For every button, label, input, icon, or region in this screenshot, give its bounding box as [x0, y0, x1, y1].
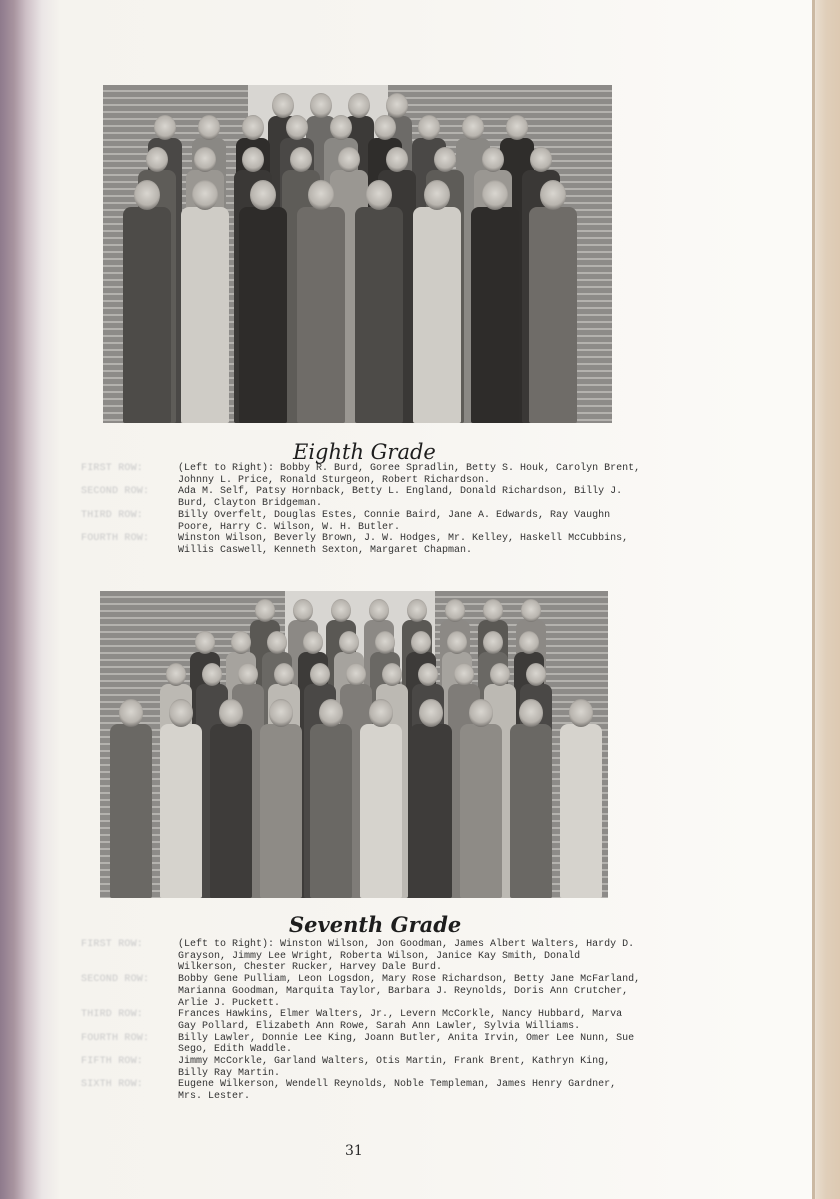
student-head: [255, 599, 275, 622]
row-names: Eugene Wilkerson, Wendell Reynolds, Noble Templeman, James Henry Gardner, Mrs. Lester.: [178, 1079, 617, 1103]
seventh-grade-photo: [100, 591, 608, 898]
student-body: [355, 207, 403, 423]
caption-row: [81, 1009, 641, 1032]
student-head: [521, 599, 541, 622]
student-head: [540, 180, 566, 210]
student-head: [462, 115, 484, 140]
student-head: [134, 180, 160, 210]
student-head: [369, 599, 389, 622]
student-head: [366, 180, 392, 210]
caption-row: [81, 533, 641, 556]
caption-row: [81, 510, 641, 533]
student-head: [195, 631, 215, 654]
student-head: [424, 180, 450, 210]
student-figure: [123, 180, 171, 423]
row-names: Ada M. Self, Patsy Hornback, Betty L. England, Donald Richardson, Billy J. Burd, Clayton Bridgeman.: [178, 486, 623, 510]
row-label: FIFTH ROW:: [81, 1056, 144, 1068]
student-head: [286, 115, 308, 140]
student-body: [181, 207, 229, 423]
student-figure: [260, 699, 302, 898]
student-head: [526, 663, 546, 686]
caption-row: [81, 463, 641, 486]
section-title-eighth-grade: Eighth Grade: [293, 440, 436, 464]
row-names: Bobby Gene Pulliam, Leon Logsdon, Mary Rose Richardson, Betty Jane McFarland, Marianna Goodman, Marquita Taylor, Barbara J. Reynolds, Doris Ann Crutcher, Arlie J. Puckett.: [178, 974, 641, 1009]
student-body: [210, 724, 252, 898]
student-body: [310, 724, 352, 898]
student-body: [471, 207, 519, 423]
student-head: [238, 663, 258, 686]
student-figure: [297, 180, 345, 423]
row-label: FIRST ROW:: [81, 463, 144, 474]
students-group: [100, 591, 608, 898]
student-head: [411, 631, 431, 654]
student-head: [445, 599, 465, 622]
student-figure: [471, 180, 519, 423]
student-body: [410, 724, 452, 898]
row-label: THIRD ROW:: [81, 509, 144, 521]
student-head: [119, 699, 143, 727]
student-head: [194, 147, 216, 172]
student-figure: [239, 180, 287, 423]
student-body: [160, 724, 202, 898]
student-head: [310, 663, 330, 686]
student-head: [267, 631, 287, 654]
student-head: [331, 599, 351, 622]
student-body: [360, 724, 402, 898]
student-head: [242, 147, 264, 172]
row-label: SECOND ROW:: [81, 486, 150, 498]
student-head: [346, 663, 366, 686]
row-label: FIRST ROW:: [81, 939, 144, 950]
student-body: [239, 207, 287, 423]
student-head: [250, 180, 276, 210]
student-head: [469, 699, 493, 727]
student-figure: [510, 699, 552, 898]
student-head: [330, 115, 352, 140]
student-head: [169, 699, 193, 727]
student-body: [510, 724, 552, 898]
student-head: [519, 699, 543, 727]
student-head: [308, 180, 334, 210]
student-figure: [210, 699, 252, 898]
seventh-grade-caption: [81, 939, 641, 1103]
row-names: Frances Hawkins, Elmer Walters, Jr., Levern McCorkle, Nancy Hubbard, Marva Gay Pollard, Elizabeth Ann Rowe, Sarah Ann Lawler, Sylvia Williams.: [178, 1009, 623, 1032]
row-label: FOURTH ROW:: [81, 533, 150, 545]
student-figure: [410, 699, 452, 898]
row-names: (Left to Right): Bobby R. Burd, Goree Spradlin, Betty S. Houk, Carolyn Brent, Johnny L. Price, Ronald Sturgeon, Robert Richardson.: [178, 463, 641, 486]
students-group: [103, 85, 612, 423]
row-names: (Left to Right): Winston Wilson, Jon Goodman, James Albert Walters, Hardy D. Grayson, Jimmy Lee Wright, Roberta Wilson, Janice Kay Smith, Donald Wilkerson, Chester Rucker, Harvey Dale Burd.: [178, 939, 635, 974]
student-head: [242, 115, 264, 140]
student-head: [219, 699, 243, 727]
student-head: [447, 631, 467, 654]
student-head: [419, 699, 443, 727]
student-head: [154, 115, 176, 140]
student-head: [198, 115, 220, 140]
student-head: [319, 699, 343, 727]
student-body: [413, 207, 461, 423]
student-head: [386, 147, 408, 172]
eighth-grade-photo: [103, 85, 612, 423]
student-head: [407, 599, 427, 622]
student-body: [529, 207, 577, 423]
student-head: [369, 699, 393, 727]
student-body: [297, 207, 345, 423]
row-names: Billy Lawler, Donnie Lee King, Joann Butler, Anita Irvin, Omer Lee Nunn, Sue Sego, Edith Waddle.: [178, 1032, 635, 1056]
student-head: [434, 147, 456, 172]
student-head: [418, 663, 438, 686]
student-figure: [460, 699, 502, 898]
student-head: [269, 699, 293, 727]
student-body: [110, 724, 152, 898]
student-figure: [310, 699, 352, 898]
student-head: [483, 631, 503, 654]
student-head: [374, 115, 396, 140]
student-figure: [355, 180, 403, 423]
student-figure: [160, 699, 202, 898]
row-names: Winston Wilson, Beverly Brown, J. W. Hodges, Mr. Kelley, Haskell McCubbins, Willis Caswell, Kenneth Sexton, Margaret Chapman.: [178, 533, 629, 556]
student-head: [506, 115, 528, 140]
student-body: [560, 724, 602, 898]
student-head: [303, 631, 323, 654]
page-number: 31: [345, 1143, 363, 1159]
student-head: [418, 115, 440, 140]
row-label: SIXTH ROW:: [81, 1079, 144, 1091]
caption-row: [81, 939, 641, 974]
student-body: [260, 724, 302, 898]
row-label: FOURTH ROW:: [81, 1032, 150, 1044]
student-head: [482, 147, 504, 172]
student-head: [192, 180, 218, 210]
student-head: [454, 663, 474, 686]
student-head: [166, 663, 186, 686]
caption-row: [81, 974, 641, 1009]
student-head: [519, 631, 539, 654]
student-head: [482, 180, 508, 210]
student-head: [382, 663, 402, 686]
student-head: [290, 147, 312, 172]
student-figure: [181, 180, 229, 423]
student-head: [530, 147, 552, 172]
student-head: [490, 663, 510, 686]
student-head: [375, 631, 395, 654]
caption-row: [81, 486, 641, 509]
caption-row: [81, 1033, 641, 1056]
student-body: [123, 207, 171, 423]
student-head: [274, 663, 294, 686]
student-figure: [529, 180, 577, 423]
row-names: Billy Overfelt, Douglas Estes, Connie Baird, Jane A. Edwards, Ray Vaughn Poore, Harry C. Wilson, W. H. Butler.: [178, 509, 611, 533]
section-title-seventh-grade: Seventh Grade: [289, 912, 462, 937]
student-head: [569, 699, 593, 727]
caption-row: [81, 1056, 641, 1079]
student-head: [146, 147, 168, 172]
student-head: [293, 599, 313, 622]
student-figure: [413, 180, 461, 423]
row-label: SECOND ROW:: [81, 974, 150, 986]
eighth-grade-caption: [81, 463, 641, 557]
student-figure: [360, 699, 402, 898]
student-head: [338, 147, 360, 172]
student-head: [202, 663, 222, 686]
student-head: [339, 631, 359, 654]
row-names: Jimmy McCorkle, Garland Walters, Otis Martin, Frank Brent, Kathryn King, Billy Ray Martin.: [178, 1056, 611, 1079]
student-head: [483, 599, 503, 622]
student-figure: [110, 699, 152, 898]
student-head: [231, 631, 251, 654]
student-figure: [560, 699, 602, 898]
student-body: [460, 724, 502, 898]
page-edge: [812, 0, 815, 1199]
row-label: THIRD ROW:: [81, 1009, 144, 1021]
caption-row: [81, 1079, 641, 1102]
